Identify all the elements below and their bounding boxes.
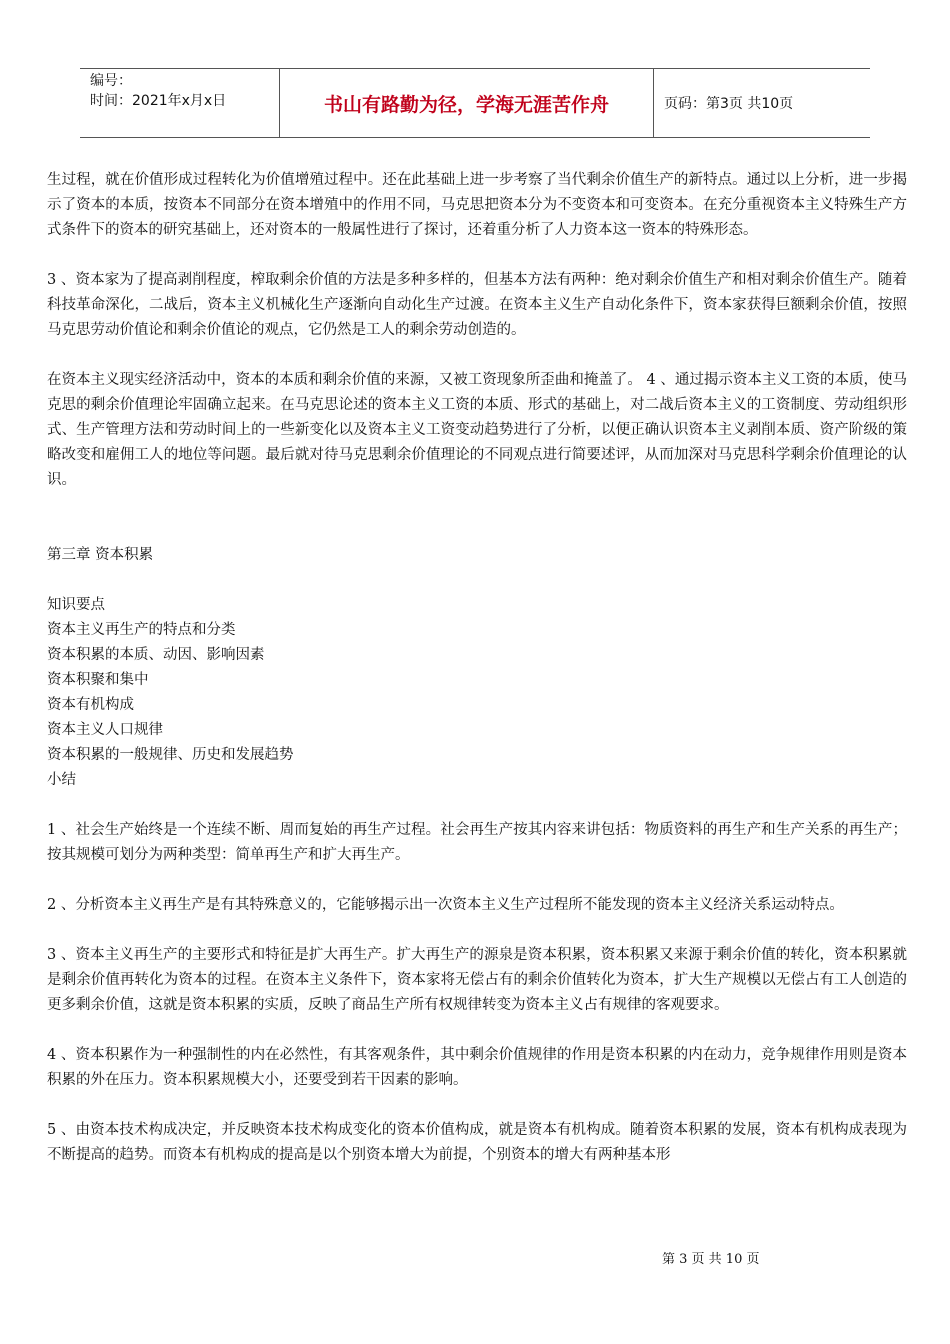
key-point-item: 资本主义再生产的特点和分类 [47, 622, 236, 638]
key-point-item: 资本主义人口规律 [47, 722, 163, 738]
header-motto: 书山有路勤为径，学海无涯苦作舟 [280, 69, 654, 137]
header-page-number: 页码：第3页 共10页 [664, 96, 794, 112]
key-points-title: 知识要点 [47, 597, 105, 613]
header-left-cell [80, 69, 280, 137]
key-point-item: 资本积累的本质、动因、影响因素 [47, 647, 265, 663]
paragraph: 1 、社会生产始终是一个连续不断、周而复始的再生产过程。社会再生产按其内容来讲包括：物质资料的再生产和生产关系的再生产；按其规模可划分为两种类型：简单再生产和扩大再生产。 [47, 822, 907, 863]
paragraph: 2 、分析资本主义再生产是有其特殊意义的，它能够揭示出一次资本主义生产过程所不能发现的资本主义经济关系运动特点。 [47, 897, 844, 913]
paragraph: 生过程，就在价值形成过程转化为价值增殖过程中。还在此基础上进一步考察了当代剩余价值生产的新特点。通过以上分析，进一步揭示了资本的本质，按资本不同部分在资本增殖中的作用不同，马克思把资本分为不变资本和可变资本。在充分重视资本主义特殊生产方式条件下的资本的研究基础上，还对资本的一般属性进行了探讨，还着重分析了人力资本这一资本的特殊形态。 [47, 172, 907, 238]
chapter-heading: 第三章 资本积累 [47, 547, 154, 563]
document-number-label: 编号： [90, 73, 132, 89]
key-point-item: 资本有机构成 [47, 697, 134, 713]
paragraph: 在资本主义现实经济活动中，资本的本质和剩余价值的来源，又被工资现象所歪曲和掩盖了。 4 、通过揭示资本主义工资的本质，使马克思的剩余价值理论牢固确立起来。在马克思论述的资本主义工资的本质、形式的基础上，对二战后资本主义的工资制度、劳动组织形式、生产管理方法和劳动时间上的一些新变化以及资本主义工资变动趋势进行了分析，以便正确认识资本主义剥削本质、资产阶级的策略改变和雇佣工人的地位等问题。最后就对待马克思剩余价值理论的不同观点进行简要述评，从而加深对马克思科学剩余价值理论的认识。 [47, 372, 907, 488]
key-point-item: 资本积累的一般规律、历史和发展趋势 [47, 747, 294, 763]
paragraph: 5 、由资本技术构成决定，并反映资本技术构成变化的资本价值构成，就是资本有机构成。随着资本积累的发展，资本有机构成表现为不断提高的趋势。而资本有机构成的提高是以个别资本增大为前提，个别资本的增大有两种基本形 [47, 1122, 907, 1163]
document-date-label: 时间：2021年x月x日 [90, 93, 227, 109]
document-body [47, 168, 907, 1168]
page-header [80, 68, 870, 138]
key-point-item: 资本积聚和集中 [47, 672, 149, 688]
summary-title: 小结 [47, 772, 76, 788]
paragraph: 3 、资本家为了提高剥削程度，榨取剩余价值的方法是多种多样的，但基本方法有两种：绝对剩余价值生产和相对剩余价值生产。随着科技革命深化，二战后，资本主义机械化生产逐渐向自动化生产过渡。在资本主义生产自动化条件下，资本家获得巨额剩余价值，按照马克思劳动价值论和剩余价值论的观点，它仍然是工人的剩余劳动创造的。 [47, 272, 907, 338]
paragraph: 3 、资本主义再生产的主要形式和特征是扩大再生产。扩大再生产的源泉是资本积累，资本积累又来源于剩余价值的转化，资本积累就是剩余价值再转化为资本的过程。在资本主义条件下，资本家将无偿占有的剩余价值转化为资本，扩大生产规模以无偿占有工人创造的更多剩余价值，这就是资本积累的实质，反映了商品生产所有权规律转变为资本主义占有规律的客观要求。 [47, 947, 907, 1013]
paragraph: 4 、资本积累作为一种强制性的内在必然性，有其客观条件，其中剩余价值规律的作用是资本积累的内在动力，竞争规律作用则是资本积累的外在压力。资本积累规模大小，还要受到若干因素的影响。 [47, 1047, 907, 1088]
page-footer: 第 3 页 共 10 页 [662, 1252, 760, 1267]
